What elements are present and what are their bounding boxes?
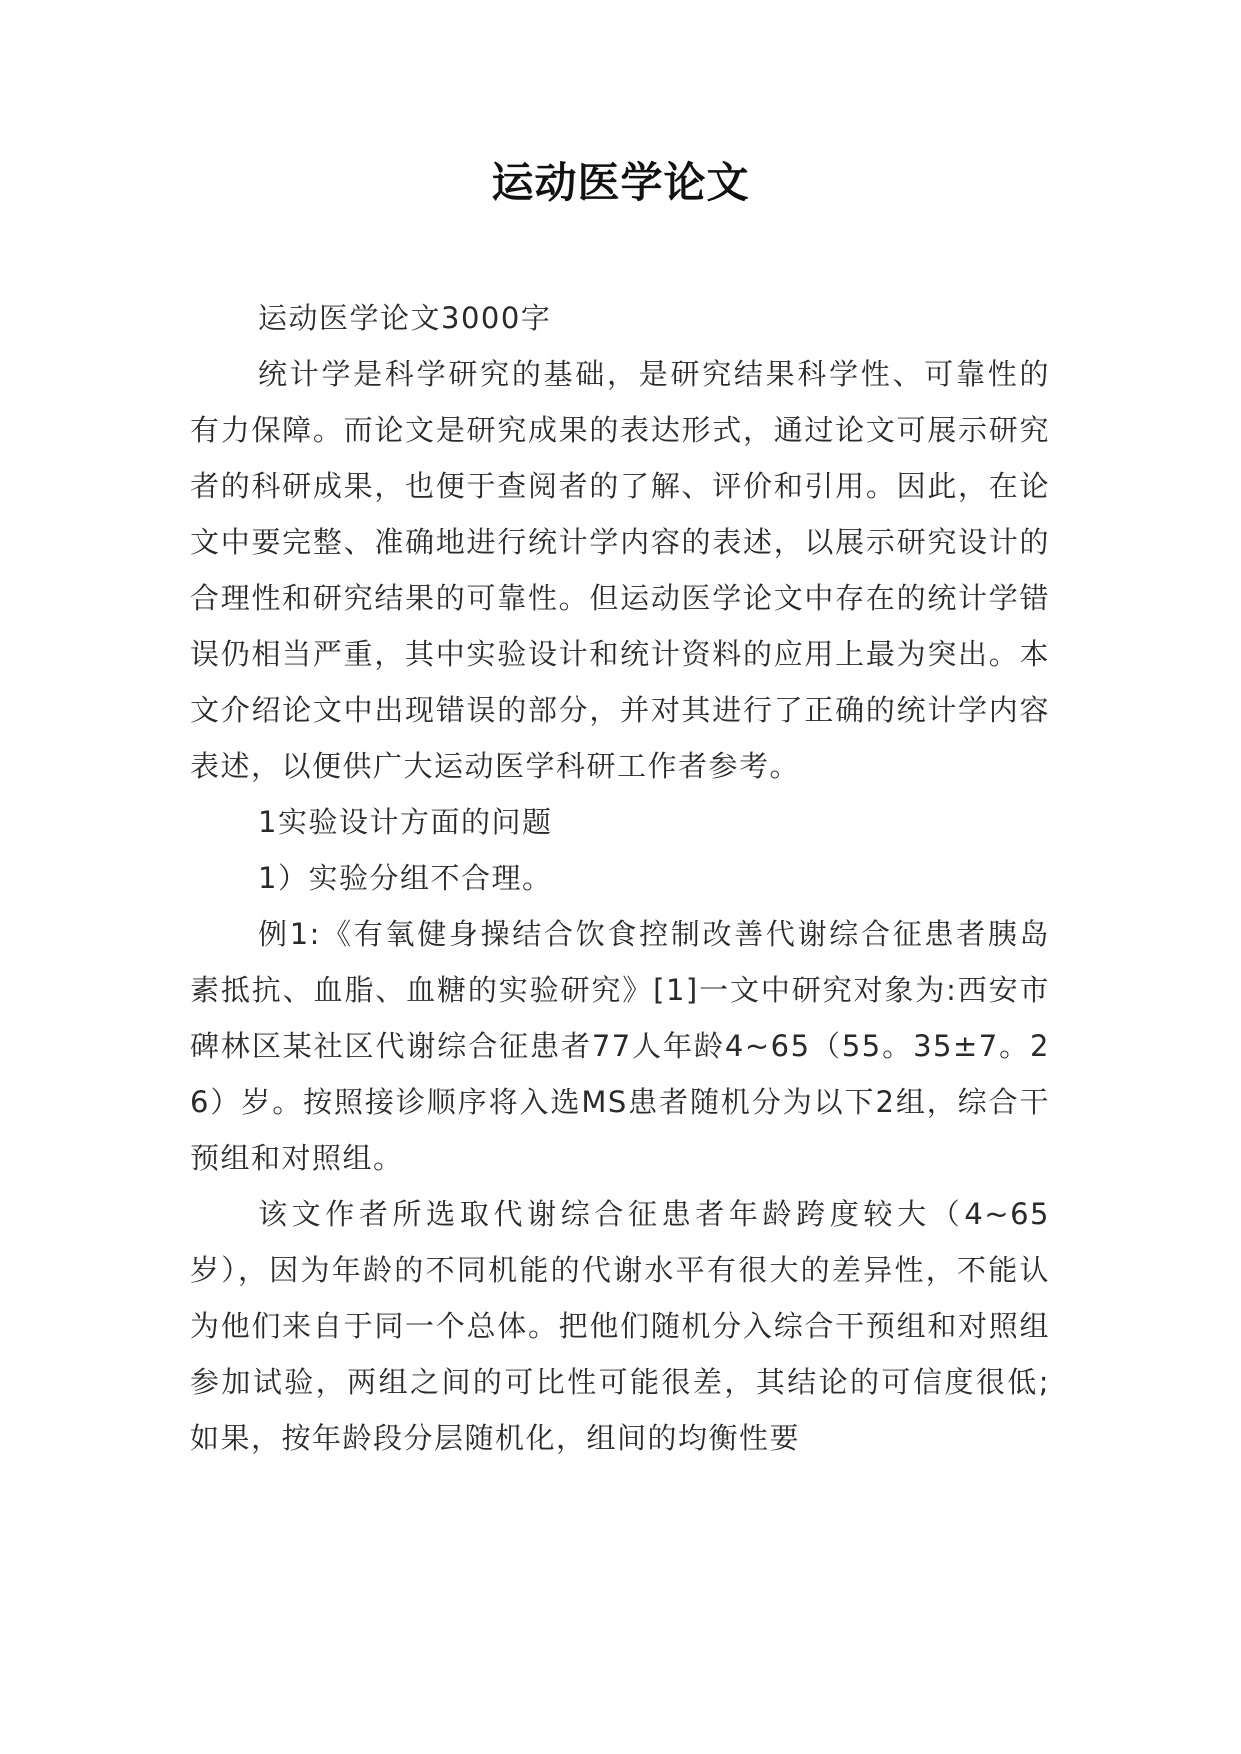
paragraph-example: 例1:《有氧健身操结合饮食控制改善代谢综合征患者胰岛素抵抗、血脂、血糖的实验研究》[1]一文中研究对象为:西安市碑林区某社区代谢综合征患者77人年龄4~65（55。35±7。26）岁。按照接诊顺序将入选MS患者随机分为以下2组，综合干预组和对照组。 xyxy=(190,917,1050,1175)
document-body xyxy=(190,290,1050,1466)
document-title: 运动医学论文 xyxy=(491,158,750,207)
paragraph-analysis: 该文作者所选取代谢综合征患者年龄跨度较大（4~65岁），因为年龄的不同机能的代谢水平有很大的差异性，不能认为他们来自于同一个总体。把他们随机分入综合干预组和对照组参加试验，两组之间的可比性可能很差，其结论的可信度很低;如果，按年龄段分层随机化，组间的均衡性要 xyxy=(190,1197,1050,1455)
subsection-heading: 1）实验分组不合理。 xyxy=(258,861,553,895)
paragraph-intro: 统计学是科学研究的基础，是研究结果科学性、可靠性的有力保障。而论文是研究成果的表达形式，通过论文可展示研究者的科研成果，也便于查阅者的了解、评价和引用。因此，在论文中要完整、准确地进行统计学内容的表述，以展示研究设计的合理性和研究结果的可靠性。但运动医学论文中存在的统计学错误仍相当严重，其中实验设计和统计资料的应用上最为突出。本文介绍论文中出现错误的部分，并对其进行了正确的统计学内容表述，以便供广大运动医学科研工作者参考。 xyxy=(190,357,1050,783)
section-heading: 1实验设计方面的问题 xyxy=(258,805,553,839)
paragraph-subtitle: 运动医学论文3000字 xyxy=(258,301,552,335)
